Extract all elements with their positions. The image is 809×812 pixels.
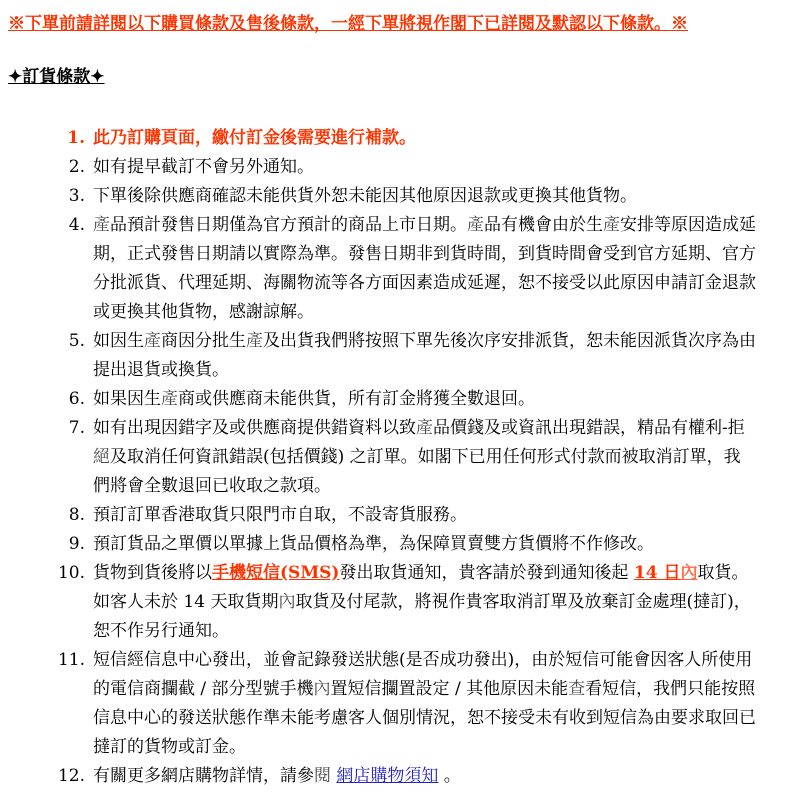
term-text: 短信經信息中心發出，並會記錄發送狀態(是否成功發出)，由於短信可能會因客人所使用的電信商攔截 / 部分型號手機內置短信攔置設定 / 其他原因未能查看短信，我們只能按照信息中心的發送狀態作準未能考慮客人個別情況，恕不接受未有收到短信為由要求取回已撻訂的貨物或訂金。 <box>93 650 756 757</box>
term-item <box>55 559 757 646</box>
fallback-glyph: 內 <box>313 679 331 699</box>
fallback-glyph: 內 <box>278 592 296 612</box>
term-item <box>55 530 757 559</box>
term-text: 預訂貨品之單價以單據上貨品價格為準，為保障買賣雙方貨價將不作修改。 <box>93 534 654 554</box>
term-number: 8. <box>68 505 85 525</box>
term-item <box>55 327 757 385</box>
term-number: 2. <box>68 157 85 177</box>
term-item <box>55 646 757 762</box>
fallback-glyph: 產 <box>416 418 433 438</box>
term-number: 7. <box>68 418 85 438</box>
term-text: 如果因生產商或供應商未能供貨，所有訂金將獲全數退回。 <box>93 389 535 409</box>
shop-notice-link[interactable]: 網店購物須知 <box>336 766 439 786</box>
fallback-glyph: 產 <box>93 215 110 235</box>
term-item <box>55 385 757 414</box>
term-text: 有關更多網店購物詳情，請參閱 網店購物須知 。 <box>93 766 461 786</box>
term-number: 11. <box>57 650 85 670</box>
term-item <box>55 211 757 327</box>
term-text: 如有出現因錯字及或供應商提供錯資料以致產品價錢及或資訊出現錯誤，精品有權利-拒絕及取消任何資訊錯誤(包括價錢) 之訂單。如閣下已用任何形式付款而被取消訂單，我們將會全數退回已收取之款項。 <box>93 418 745 496</box>
order-terms-page <box>8 12 799 791</box>
term-text: 如因生產商因分批生產及出貨我們將按照下單先後次序安排派貨，恕未能因派貨次序為由提出退貨或換貨。 <box>93 331 756 380</box>
fallback-glyph: 絕 <box>93 447 110 467</box>
term-item <box>55 501 757 530</box>
term-text: 此乃訂購頁面，繳付訂金後需要進行補款。 <box>93 128 416 148</box>
fallback-glyph: 產 <box>161 389 178 409</box>
fallback-glyph: 產 <box>603 215 620 235</box>
fallback-glyph: 產 <box>144 331 161 351</box>
sms-highlight: 手機短信(SMS) <box>212 563 340 583</box>
term-number: 6. <box>68 389 85 409</box>
fallback-glyph: 閱 <box>314 766 331 786</box>
fallback-glyph: 產 <box>467 215 484 235</box>
term-text: 如有提早截訂不會另外通知。 <box>93 157 314 177</box>
section-title-order-terms: ✦訂貨條款✦ <box>8 67 105 87</box>
term-item <box>55 182 757 211</box>
fallback-glyph: 查 <box>568 679 586 699</box>
term-item <box>55 414 757 501</box>
term-text: 貨物到貨後將以手機短信(SMS)發出取貨通知，貴客請於發到通知後起 14 日內取貨。如客人未於 14 天取貨期內取貨及付尾款，將視作貴客取消訂單及放棄訂金處理(撻訂)，恕不作另行通知。 <box>93 563 751 641</box>
term-number: 1. <box>67 128 85 148</box>
term-text: 產品預計發售日期僅為官方預計的商品上市日期。產品有機會由於生產安排等原因造成延期，正式發售日期請以實際為準。發售日期非到貨時間，到貨時間會受到官方延期、官方分批派貨、代理延期、海關物流等各方面因素造成延遲，恕不接受以此原因申請訂金退款或更換其他貨物，感謝諒解。 <box>93 215 756 322</box>
term-number: 4. <box>68 215 85 235</box>
order-terms-list <box>8 124 799 791</box>
fallback-glyph: 產 <box>246 331 263 351</box>
pre-order-warning: ※下單前請詳閱以下購買條款及售後條款，一經下單將視作閣下已詳閱及默認以下條款。※ <box>8 14 688 34</box>
term-number: 12. <box>57 766 85 786</box>
term-text: 預訂訂單香港取貨只限門市自取，不設寄貨服務。 <box>93 505 467 525</box>
term-number: 10. <box>57 563 85 583</box>
term-text: 下單後除供應商確認未能供貨外恕未能因其他原因退款或更換其他貨物。 <box>93 186 637 206</box>
term-item <box>55 153 757 182</box>
pickup-deadline-highlight: 14 日內 <box>633 563 698 583</box>
fallback-glyph: 內 <box>680 563 698 583</box>
term-number: 5. <box>68 331 85 351</box>
term-item <box>55 762 757 791</box>
term-item <box>55 124 757 153</box>
term-number: 3. <box>68 186 85 206</box>
term-number: 9. <box>68 534 85 554</box>
